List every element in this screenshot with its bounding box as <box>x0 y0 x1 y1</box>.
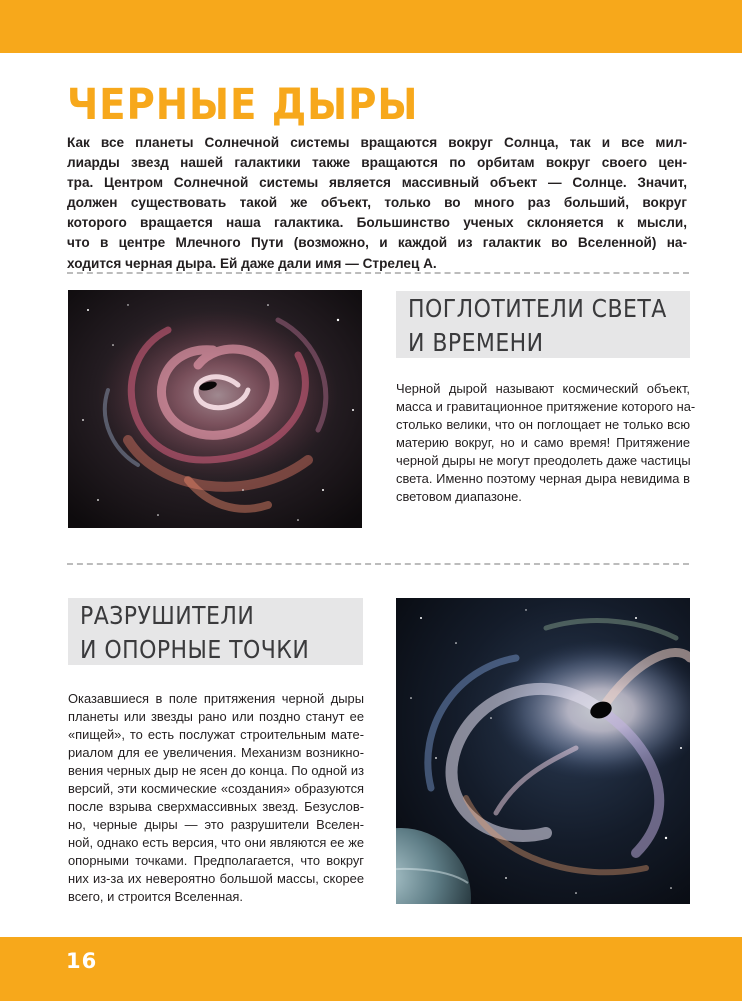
section1-paragraph <box>396 380 696 506</box>
dashed-divider <box>67 272 689 274</box>
section1-line: материю вокруг, но и само время! Притяжение <box>396 435 690 450</box>
page-number: 16 <box>66 949 98 973</box>
section2-line: но, черные дыры — это разрушители Вселен- <box>68 817 364 832</box>
intro-line: тра. Центром Солнечной системы является массивный объект — Солнце. Значит, <box>67 175 687 191</box>
section2-line: версий, эти космические «создания» образуются <box>68 781 364 796</box>
intro-line: которого вращается наша галактика. Большинство ученых склоняется к мысли, <box>67 215 687 231</box>
section2-line: Оказавшиеся в поле притяжения черной дыры <box>68 691 364 706</box>
section2-heading-line: РАЗРУШИТЕЛИ <box>80 601 255 630</box>
intro-line: лиарды звезд нашей галактики также вращаются по орбитам вокруг своего цен- <box>67 155 687 171</box>
section2-line: всего, и строится Вселенная. <box>68 889 243 904</box>
section1-line: столько велики, что он поглощает не только всю <box>396 417 690 432</box>
black-hole-nebula-image <box>68 290 362 528</box>
intro-line: что в центре Млечного Пути (возможно, и каждой из галактик во Вселенной) на- <box>67 235 687 251</box>
section2-heading-line: И ОПОРНЫЕ ТОЧКИ <box>80 635 310 664</box>
section2-line: опорными точками. Предполагается, что вокруг <box>68 853 364 868</box>
section2-paragraph <box>68 690 364 906</box>
section2-line: ной, однако есть версия, что они являются ее же <box>68 835 364 850</box>
section2-line: «пищей», то есть послужат строительным мате- <box>68 727 364 742</box>
section1-line: Черной дырой называют космический объект, <box>396 381 690 396</box>
section2-line: них из-за их невероятно большой массы, скорее <box>68 871 364 886</box>
intro-line: должен существовать такой же объект, только во много раз больший, вокруг <box>67 195 687 211</box>
intro-paragraph <box>67 133 687 274</box>
page-title: ЧЕРНЫЕ ДЫРЫ <box>67 80 419 130</box>
section1-line: черной дыры не могут преодолеть даже частицы <box>396 453 691 468</box>
galaxy-black-hole-image <box>396 598 690 904</box>
section2-line: вения черных дыр не ясен до конца. По одной из <box>68 763 364 778</box>
intro-line: ходится черная дыра. Ей даже дали имя — Стрелец А. <box>67 255 437 271</box>
top-color-band <box>0 0 742 53</box>
bottom-color-band <box>0 937 742 1001</box>
section1-heading-line: ПОГЛОТИТЕЛИ СВЕТА <box>408 294 667 323</box>
section1-heading <box>396 291 690 358</box>
section1-line: масса и гравитационное притяжение которого на- <box>396 399 696 414</box>
section1-line: света. Именно поэтому черная дыра невидима в <box>396 471 690 486</box>
intro-line: Как все планеты Солнечной системы вращаются вокруг Солнца, так и все мил- <box>67 135 687 150</box>
section1-line: световом диапазоне. <box>396 489 522 504</box>
section1-heading-line: И ВРЕМЕНИ <box>408 328 544 357</box>
section2-line: после взрыва сверхмассивных звезд. Безуслов- <box>68 799 364 814</box>
section2-heading <box>68 598 363 665</box>
dashed-divider <box>67 563 689 565</box>
section2-line: планеты или звезды рано или поздно станут ее <box>68 709 364 724</box>
section2-line: риалом для ее увеличения. Механизм возникно- <box>68 745 364 760</box>
